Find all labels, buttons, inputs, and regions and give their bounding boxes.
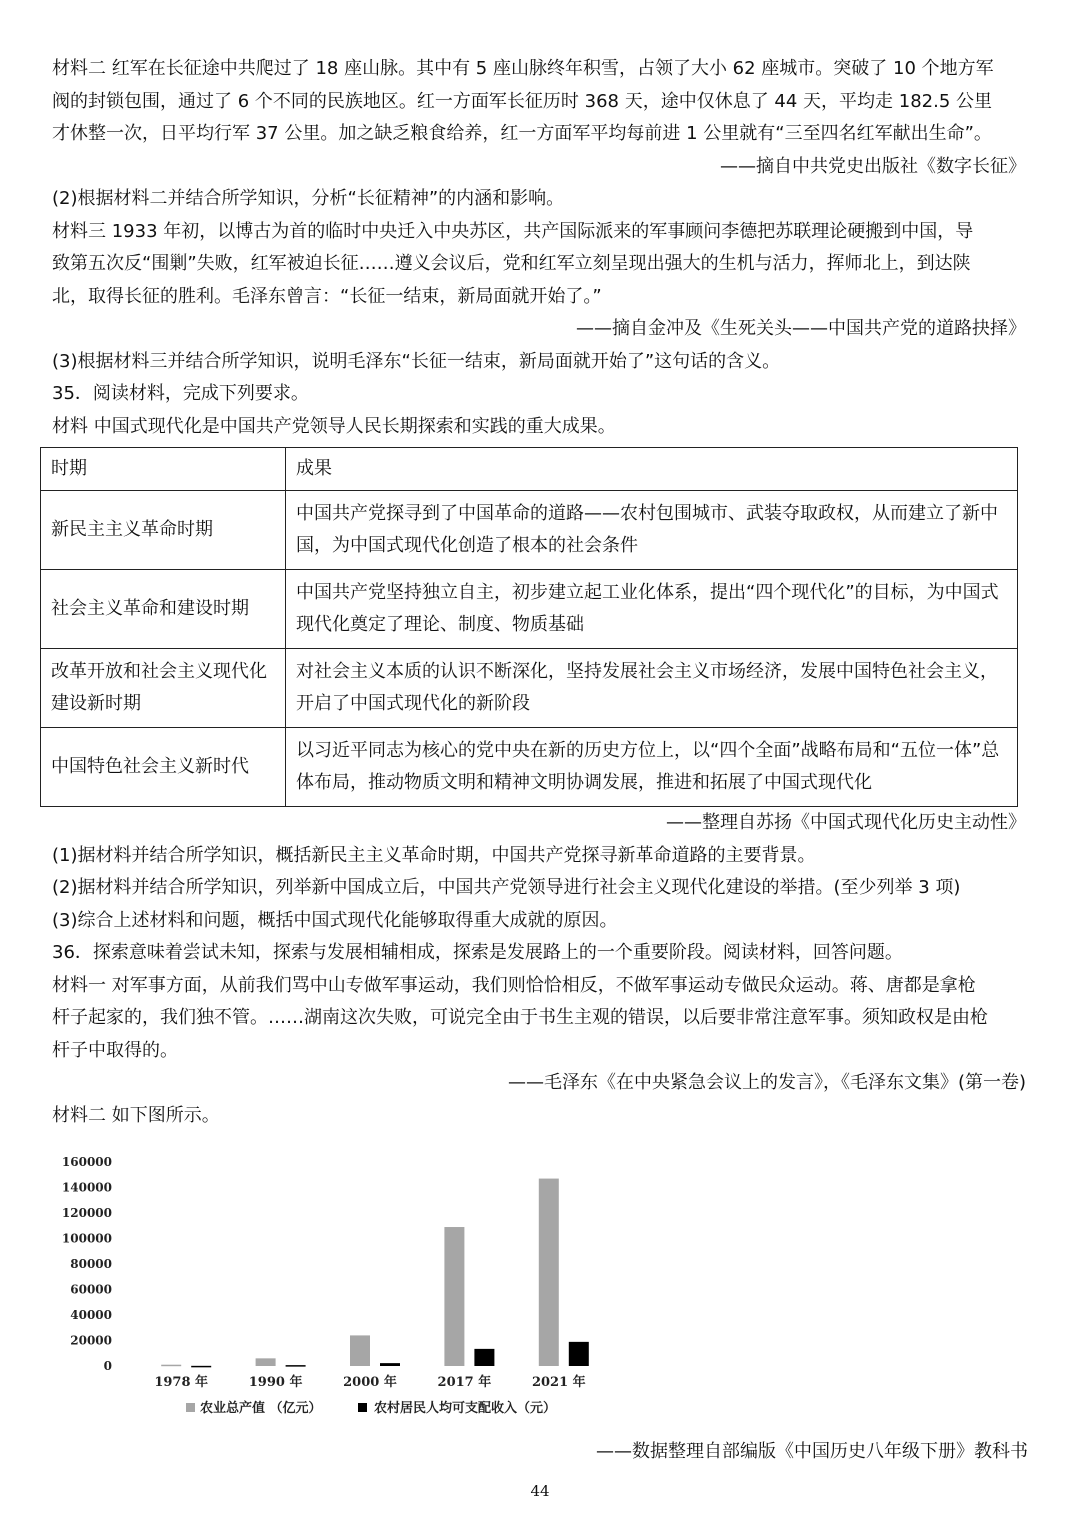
- table-cell-period: 新民主主义革命时期: [41, 491, 286, 570]
- table-cell-result: 对社会主义本质的认识不断深化，坚持发展社会主义市场经济，发展中国特色社会主义，开启了中国式现代化的新阶段: [286, 649, 1018, 728]
- x-tick-label: 2017 年: [437, 1375, 492, 1390]
- text-line: 北，取得长征的胜利。毛泽东曾言：“长征一结束，新局面就开始了。”: [52, 285, 602, 307]
- bar-rural-income: [474, 1349, 494, 1366]
- bar-chart-svg: [52, 1150, 652, 1430]
- y-tick-label: 60000: [70, 1282, 112, 1297]
- question-36-material1: [52, 970, 1032, 1068]
- chart-source-citation: ——数据整理自部编版《中国历史八年级下册》教科书: [596, 1441, 1028, 1462]
- text-line: 材料一 对军事方面，从前我们骂中山专做军事运动，我们则恰恰相反，不做军事运动专做民众运动。蒋、唐都是拿枪: [52, 974, 976, 996]
- legend-label: 农村居民人均可支配收入（元）: [374, 1401, 557, 1416]
- source-citation: ——摘自中共党史出版社《数字长征》: [720, 155, 1026, 177]
- table-cell-period: 社会主义革命和建设时期: [41, 570, 286, 649]
- question-34-3: (3)根据材料三并结合所学知识，说明毛泽东“长征一结束，新局面就开始了”这句话的含义。: [52, 350, 781, 372]
- bar-rural-income: [286, 1365, 306, 1367]
- legend-swatch-agri-output: [186, 1403, 195, 1412]
- source-citation: ——摘自金冲及《生死关头——中国共产党的道路抉择》: [576, 318, 1026, 339]
- bar-agri-output: [161, 1365, 181, 1367]
- table-row: [41, 649, 1018, 728]
- x-tick-label: 1978 年: [154, 1375, 209, 1390]
- table-cell-period: 中国特色社会主义新时代: [41, 728, 286, 807]
- modernization-table: [40, 447, 1018, 807]
- table-row: [41, 570, 1018, 649]
- text-line: 致第五次反“围剿”失败，红军被迫长征……遵义会议后，党和红军立刻呈现出强大的生机与活力，挥师北上，到达陕: [52, 253, 971, 274]
- question-36-material2: 材料二 如下图所示。: [52, 1104, 220, 1126]
- text-line: 杆子中取得的。: [52, 1039, 178, 1061]
- bar-agri-output: [444, 1227, 464, 1366]
- bar-chart: [52, 1150, 652, 1430]
- y-tick-label: 140000: [61, 1180, 112, 1195]
- table-row: [41, 491, 1018, 570]
- legend-swatch-rural-income: [358, 1403, 367, 1412]
- table-cell-result: 以习近平同志为核心的党中央在新的历史方位上，以“四个全面”战略布局和“五位一体”总体布局，推动物质文明和精神文明协调发展，推进和拓展了中国式现代化: [286, 728, 1018, 807]
- text-line: 杆子起家的，我们独不管。……湖南这次失败，可说完全由于书生主观的错误，以后要非常注意军事。须知政权是由枪: [52, 1007, 988, 1028]
- table-cell-period: 改革开放和社会主义现代化建设新时期: [41, 649, 286, 728]
- bar-rural-income: [380, 1363, 400, 1366]
- question-35-title: 35．阅读材料，完成下列要求。: [52, 383, 309, 404]
- bar-agri-output: [539, 1179, 559, 1366]
- text-line: 才休整一次，日平均行军 37 公里。加之缺乏粮食给养，红一方面军平均每前进 1 公里就有“三至四名红军献出生命”。: [52, 123, 992, 144]
- bar-agri-output: [256, 1358, 276, 1366]
- question-35-2: (2)据材料并结合所学知识，列举新中国成立后，中国共产党领导进行社会主义现代化建设的举措。(至少列举 3 项): [52, 877, 961, 898]
- table-cell-result: 中国共产党坚持独立自主，初步建立起工业化体系，提出“四个现代化”的目标，为中国式现代化奠定了理论、制度、物质基础: [286, 570, 1018, 649]
- y-tick-label: 20000: [70, 1333, 112, 1348]
- bar-rural-income: [191, 1366, 211, 1368]
- y-tick-label: 80000: [70, 1257, 112, 1271]
- y-tick-label: 120000: [61, 1206, 112, 1220]
- y-tick-label: 100000: [61, 1231, 112, 1246]
- document-body: [52, 53, 1032, 1132]
- question-35-3: (3)综合上述材料和问题，概括中国式现代化能够取得重大成就的原因。: [52, 909, 618, 931]
- page-number: 44: [530, 1482, 550, 1500]
- question-36-title: 36．探索意味着尝试未知，探索与发展相辅相成，探索是发展路上的一个重要阶段。阅读材料，回答问题。: [52, 942, 903, 963]
- y-tick-label: 40000: [70, 1308, 112, 1322]
- legend-label: 农业总产值 （亿元）: [200, 1401, 322, 1416]
- text-line: 材料三 1933 年初，以博古为首的临时中央迁入中央苏区，共产国际派来的军事顾问李德把苏联理论硬搬到中国，导: [52, 220, 974, 242]
- table-row: [41, 728, 1018, 807]
- x-tick-label: 2000 年: [343, 1375, 397, 1390]
- text-line: 材料二 红军在长征途中共爬过了 18 座山脉。其中有 5 座山脉终年积雪，占领了大小 62 座城市。突破了 10 个地方军: [52, 58, 994, 79]
- bar-rural-income: [569, 1342, 589, 1366]
- table-header-row: [41, 448, 1018, 491]
- source-citation: ——毛泽东《在中央紧急会议上的发言》，《毛泽东文集》(第一卷): [507, 1072, 1026, 1093]
- question-35-1: (1)据材料并结合所学知识，概括新民主主义革命时期，中国共产党探寻新革命道路的主要背景。: [52, 844, 816, 866]
- material2-long-march: [52, 53, 1032, 151]
- bar-agri-output: [350, 1335, 370, 1366]
- question-35-material: 材料 中国式现代化是中国共产党领导人民长期探索和实践的重大成果。: [52, 415, 616, 437]
- material3: [52, 216, 1032, 314]
- table-cell-result: 中国共产党探寻到了中国革命的道路——农村包围城市、武装夺取政权，从而建立了新中国，为中国式现代化创造了根本的社会条件: [286, 491, 1018, 570]
- question-34-2: (2)根据材料二并结合所学知识，分析“长征精神”的内涵和影响。: [52, 188, 565, 209]
- text-line: 阀的封锁包围，通过了 6 个不同的民族地区。红一方面军长征历时 368 天，途中仅休息了 44 天，平均走 182.5 公里: [52, 90, 993, 112]
- y-tick-label: 160000: [61, 1155, 112, 1169]
- table-header-result: 成果: [286, 448, 1018, 491]
- table-header-period: 时期: [41, 448, 286, 491]
- source-citation: ——整理自苏扬《中国式现代化历史主动性》: [666, 812, 1026, 833]
- x-tick-label: 1990 年: [248, 1375, 303, 1390]
- y-tick-label: 0: [103, 1359, 112, 1373]
- x-tick-label: 2021 年: [531, 1375, 586, 1390]
